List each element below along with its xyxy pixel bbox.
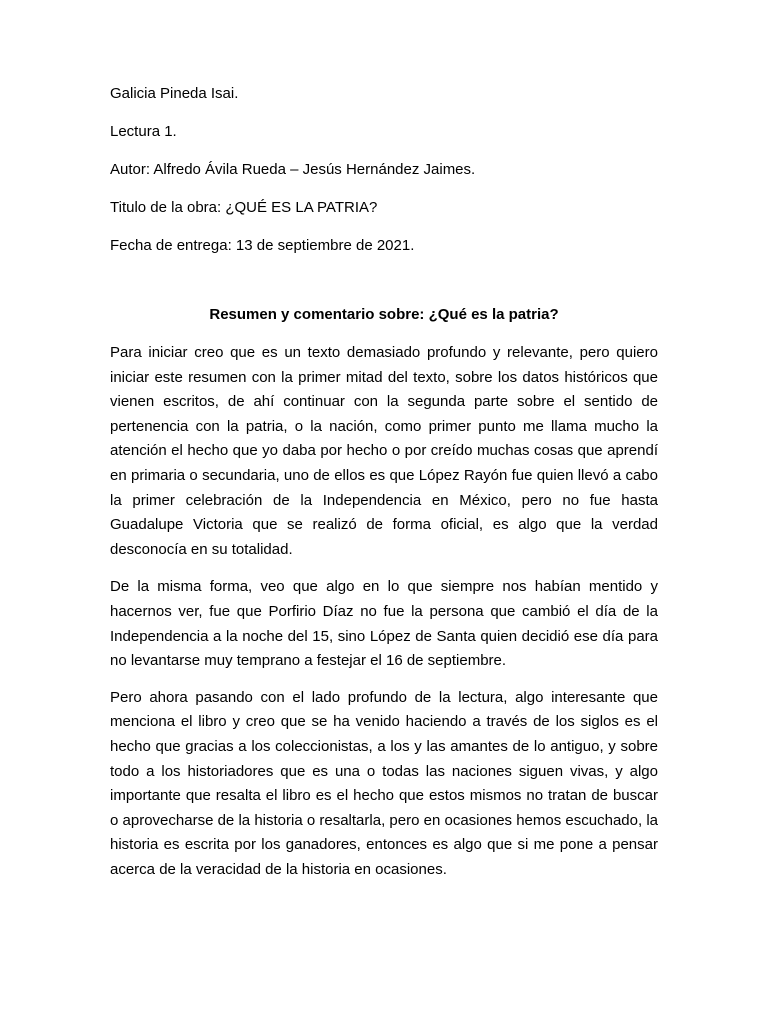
paragraph: Para iniciar creo que es un texto demasiado profundo y relevante, pero quiero iniciar este resumen con la primer mitad del texto, sobre los datos históricos que vienen escritos, de ahí continuar con la segunda parte sobre el sentido de pertenencia con la patria, o la nación, como primer punto me llama mucho la atención el hecho que yo daba por hecho o por creído muchas cosas que aprendí en primaria o secundaria, uno de ellos es que López Rayón fue quien llevó a cabo la primer celebración de la Independencia en México, pero no fue hasta Guadalupe Victoria que se realizó de forma oficial, es algo que la verdad desconocía en su totalidad. (110, 344, 658, 558)
work-title-line: Titulo de la obra: ¿QUÉ ES LA PATRIA? (110, 199, 378, 216)
paragraph: Pero ahora pasando con el lado profundo de la lectura, algo interesante que menciona el libro y creo que se ha venido haciendo a través de los siglos es el hecho que gracias a los coleccionistas, a los y las amantes de lo antiguo, y sobre todo a los historiadores que es una o todas las naciones siguen vivas, y algo importante que resalta el libro es el hecho que estos mismos no tratan de buscar o aprovecharse de la historia o resaltarla, pero en ocasiones hemos escuchado, la historia es escrita por los ganadores, entonces es algo que si me pone a pensar acerca de la veracidad de la historia en ocasiones. (110, 688, 658, 878)
due-date-line: Fecha de entrega: 13 de septiembre de 2021. (110, 237, 415, 254)
author-line: Autor: Alfredo Ávila Rueda – Jesús Hernández Jaimes. (110, 161, 476, 178)
document-title: Resumen y comentario sobre: ¿Qué es la patria? (209, 306, 559, 323)
reading-number: Lectura 1. (110, 123, 177, 140)
student-name: Galicia Pineda Isai. (110, 85, 239, 102)
paragraph: De la misma forma, veo que algo en lo que siempre nos habían mentido y hacernos ver, fue que Porfirio Díaz no fue la persona que cambió el día de la Independencia a la noche del 15, sino López de Santa quien decidió ese día para no levantarse muy temprano a festejar el 16 de septiembre. (110, 578, 658, 670)
